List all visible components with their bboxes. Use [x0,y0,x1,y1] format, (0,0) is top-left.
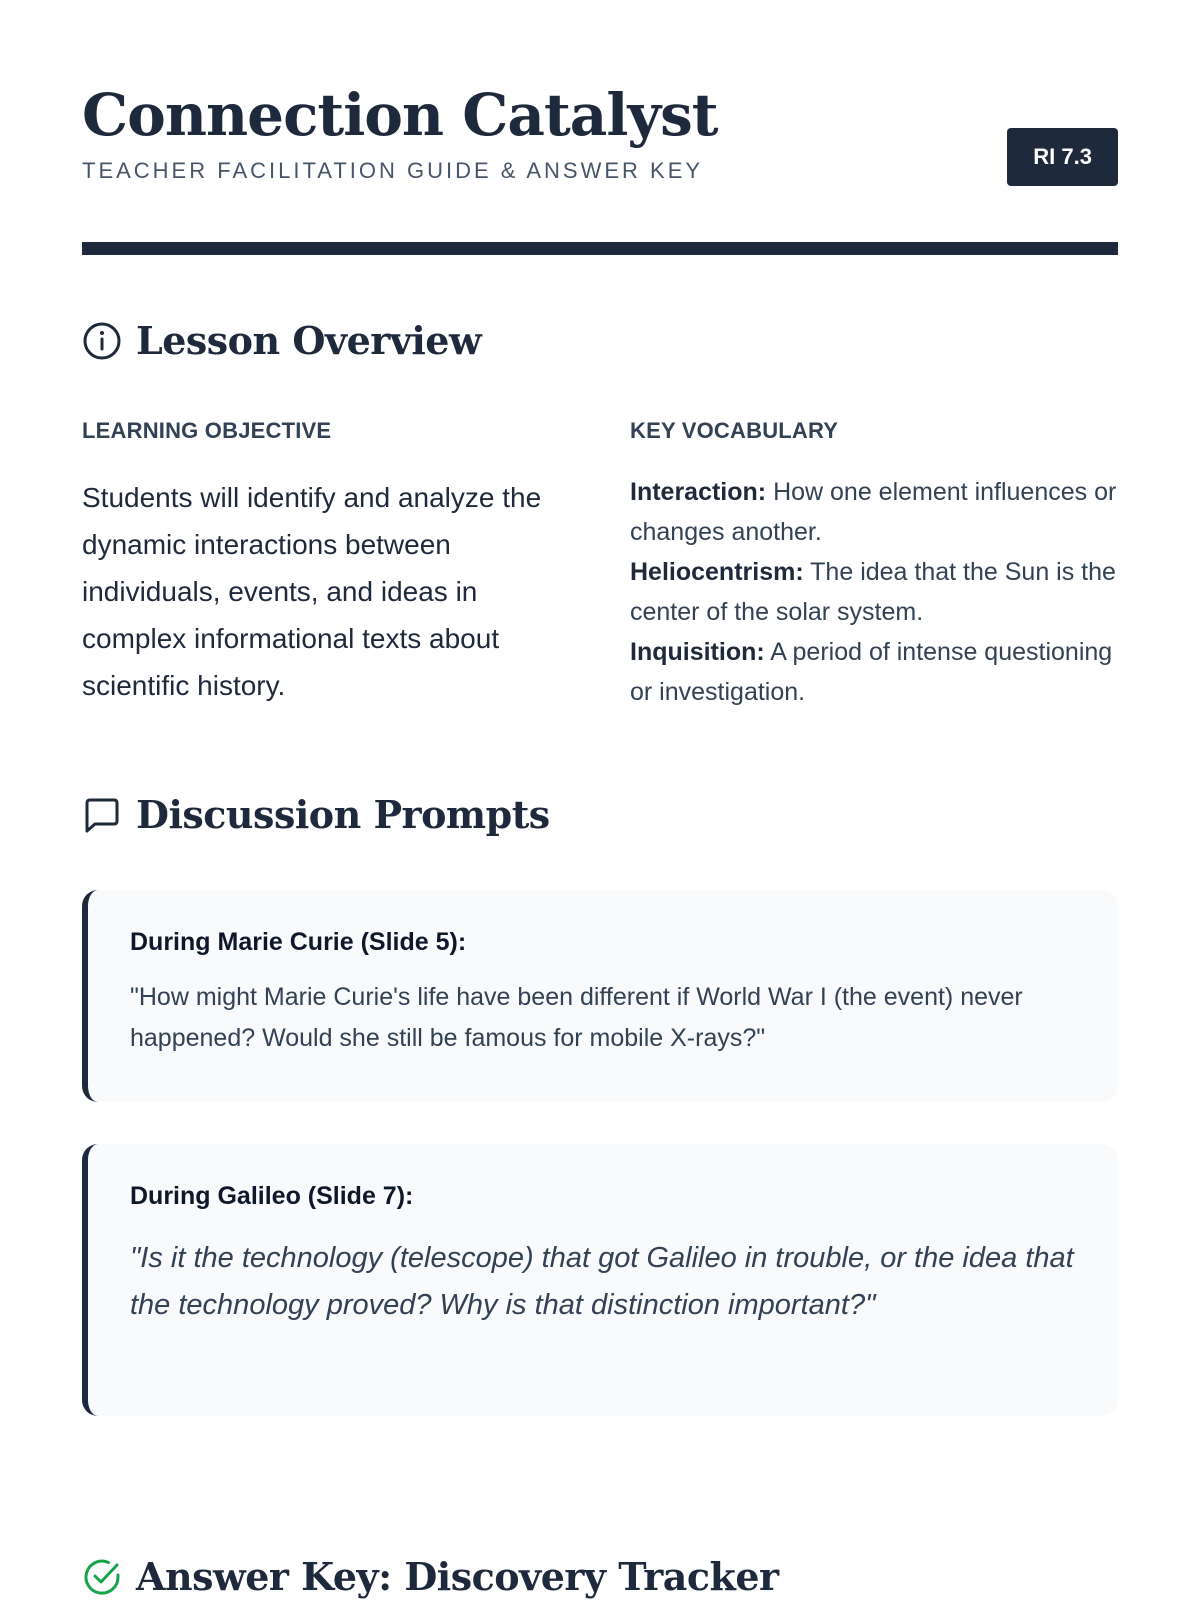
document-subtitle: TEACHER FACILITATION GUIDE & ANSWER KEY [82,158,704,183]
discussion-prompt-card [82,1144,1118,1416]
vocabulary-definition: The idea that the Sun is the center of the solar system. [630,558,1116,626]
section-title: Lesson Overview [136,318,482,363]
answer-key-heading [82,1554,779,1599]
check-circle-icon [82,1557,122,1597]
lesson-overview-heading [82,318,481,363]
learning-objective-label: LEARNING OBJECTIVE [82,418,332,443]
prompt-text: "Is it the technology (telescope) that got Galileo in trouble, or the idea that the technology proved? Why is that distinction important?" [130,1242,1074,1321]
vocabulary-definition: A period of intense questioning or investigation. [630,638,1113,706]
vocabulary-term: Heliocentrism: [630,558,804,586]
prompt-title: During Marie Curie (Slide 5): [130,928,467,956]
vocabulary-item [630,632,1120,712]
section-title: Answer Key: Discovery Tracker [136,1554,779,1599]
prompt-title: During Galileo (Slide 7): [130,1182,414,1210]
prompt-text: "How might Marie Curie's life have been different if World War I (the event) never happened? Would she still be famous for mobile X-rays?" [130,983,1023,1052]
header-divider [82,242,1118,255]
standard-badge: RI 7.3 [1007,128,1118,186]
vocabulary-definition: How one element influences or changes another. [630,478,1117,546]
info-circle-icon [82,321,122,361]
vocabulary-item [630,472,1120,552]
vocabulary-list [630,472,1120,712]
vocabulary-term: Inquisition: [630,638,765,666]
discussion-prompt-card [82,890,1118,1102]
learning-objective-column [82,418,572,709]
document-header [82,81,1118,256]
vocabulary-item [630,552,1120,632]
key-vocabulary-label: KEY VOCABULARY [630,418,839,443]
section-title: Discussion Prompts [136,792,550,837]
document-title: Connection Catalyst [82,81,718,149]
speech-bubble-icon [82,795,122,835]
learning-objective-text: Students will identify and analyze the dynamic interactions between individuals, events, and ideas in complex informational texts about scientific history. [82,482,542,701]
discussion-prompts-heading [82,792,550,837]
key-vocabulary-column [630,418,1120,712]
vocabulary-term: Interaction: [630,478,767,506]
